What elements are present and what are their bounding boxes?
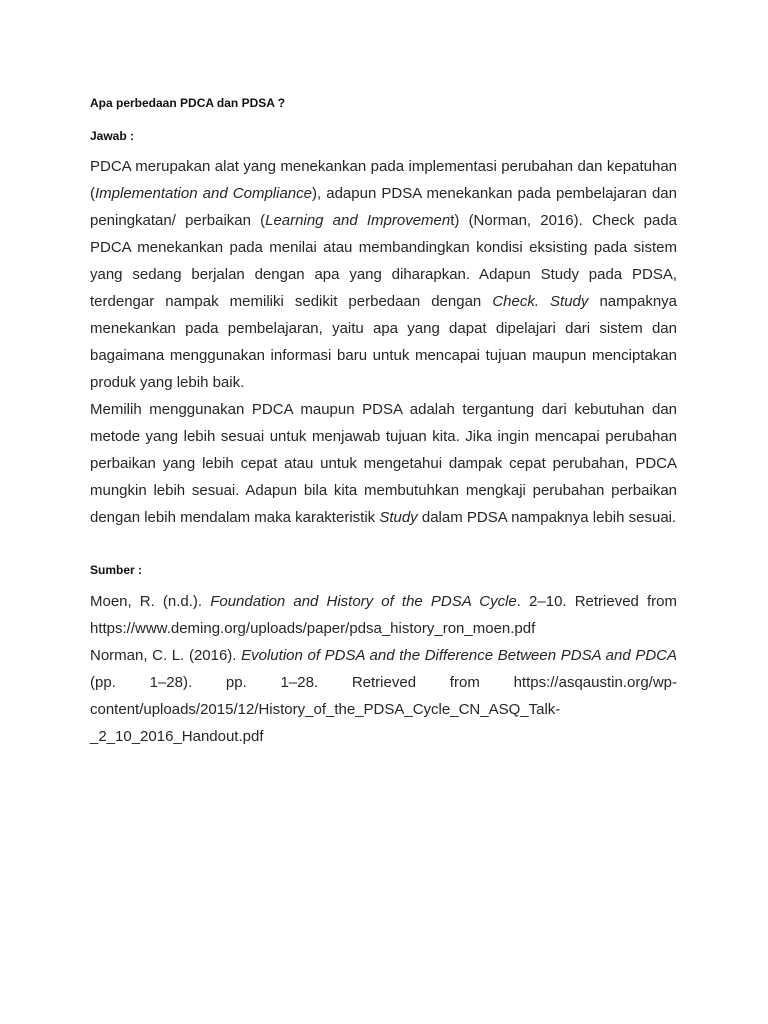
reference-item (90, 642, 677, 750)
answer-p1-italic-3: Check. Study (492, 293, 589, 310)
answer-paragraph-2 (90, 396, 677, 531)
reference-2-authors: Norman, C. L. (2016). (90, 647, 242, 664)
reference-list (90, 588, 677, 750)
answer-body (90, 153, 677, 531)
answer-paragraph-1 (90, 153, 677, 396)
source-label: Sumber : (90, 563, 143, 577)
reference-1-authors: Moen, R. (n.d.). (90, 593, 211, 610)
reference-item (90, 588, 677, 642)
reference-1-title: Foundation and History of the PDSA Cycle (210, 593, 517, 610)
answer-label: Jawab : (90, 129, 135, 143)
answer-p2-text-1: Memilih menggunakan PDCA maupun PDSA adalah tergantung dari kebutuhan dan metode yang lebih sesuai untuk menjawab tujuan kita. Jika ingin mencapai perubahan perbaikan yang lebih cepat atau untuk mengetahui dampak cepat perubahan, PDCA mungkin lebih sesuai. Adapun bila kita membutuhkan mengkaji perubahan perbaikan dengan lebih mendalam maka karakteristik (90, 401, 677, 526)
answer-p1-italic-1: Implementation and Compliance (95, 185, 312, 202)
answer-p1-italic-2: Learning and Improvemen (265, 212, 451, 229)
answer-p2-italic-1: Study (379, 509, 418, 526)
reference-2-details: (pp. 1–28). pp. 1–28. Retrieved from https://asqaustin.org/wp-content/uploads/2015/12/History_of_the_PDSA_Cycle_CN_ASQ_Talk-_2_10_2016_Handout.pdf (90, 674, 677, 745)
reference-1-details: . 2–10. Retrieved from https://www.deming.org/uploads/paper/pdsa_history_ron_moen.pdf (90, 593, 678, 637)
answer-p1-text-4: nampaknya menekankan pada pembelajaran, yaitu apa yang dapat dipelajari dari sistem dan bagaimana menggunakan informasi baru untuk mencapai tujuan maupun menciptakan produk yang lebih baik. (90, 293, 677, 391)
answer-p1-text-2: ), adapun PDSA menekankan pada pembelajaran dan peningkatan/ perbaikan ( (90, 185, 677, 229)
answer-p1-text-1: PDCA merupakan alat yang menekankan pada implementasi perubahan dan kepatuhan ( (90, 158, 677, 202)
answer-p2-text-2: dalam PDSA nampaknya lebih sesuai. (417, 509, 677, 526)
document-page (90, 0, 677, 1024)
question-title: Apa perbedaan PDCA dan PDSA ? (90, 96, 286, 110)
reference-2-title: Evolution of PDSA and the Difference Between PDSA and PDCA (241, 647, 677, 664)
answer-p1-text-3: t) (Norman, 2016). Check pada PDCA menekankan pada menilai atau membandingkan kondisi eksisting pada sistem yang sedang berjalan dengan apa yang diharapkan. Adapun Study pada PDSA, terdengar nampak memiliki sedikit perbedaan dengan (90, 212, 677, 310)
